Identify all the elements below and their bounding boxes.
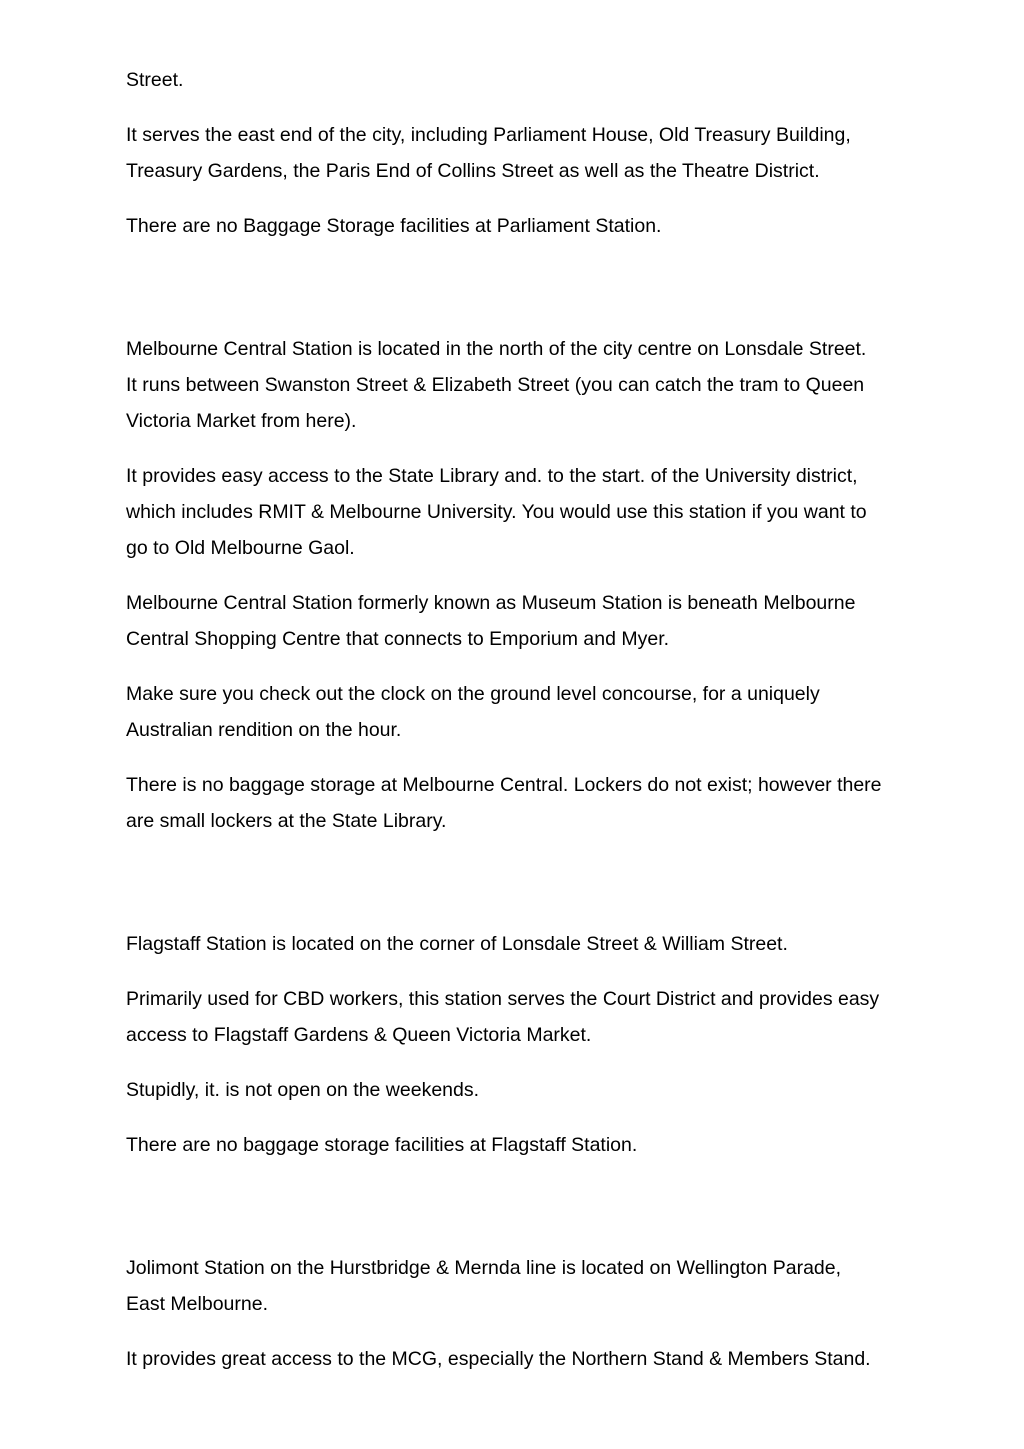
text-line: There are no baggage storage facilities at Flagstaff Station.	[126, 1134, 638, 1156]
paragraph	[126, 767, 946, 839]
text-line: It provides great access to the MCG, especially the Northern Stand & Members Stand.	[126, 1348, 871, 1370]
text-line: Central Shopping Centre that connects to Emporium and Myer.	[126, 628, 670, 650]
text-line: Make sure you check out the clock on the ground level concourse, for a uniquely	[126, 683, 820, 705]
section-jolimont-station	[126, 1250, 946, 1377]
text-line: access to Flagstaff Gardens & Queen Victoria Market.	[126, 1024, 592, 1046]
paragraph	[126, 331, 946, 439]
text-line: Street.	[126, 69, 184, 91]
paragraph	[126, 458, 946, 566]
text-line: Stupidly, it. is not open on the weekends.	[126, 1079, 480, 1101]
paragraph	[126, 117, 946, 189]
section-parliament-station	[126, 62, 946, 244]
text-line: Melbourne Central Station is located in the north of the city centre on Lonsdale Street.	[126, 338, 867, 360]
text-line: Flagstaff Station is located on the corner of Lonsdale Street & William Street.	[126, 933, 788, 955]
section-melbourne-central-station	[126, 331, 946, 839]
text-line: which includes RMIT & Melbourne University. You would use this station if you want to	[126, 501, 867, 523]
paragraph	[126, 62, 946, 98]
text-line: Australian rendition on the hour.	[126, 719, 402, 741]
text-line: Primarily used for CBD workers, this station serves the Court District and provides easy	[126, 988, 880, 1010]
section-flagstaff-station	[126, 926, 946, 1163]
paragraph	[126, 676, 946, 748]
section-spacer	[126, 858, 946, 926]
text-line: It runs between Swanston Street & Elizabeth Street (you can catch the tram to Queen	[126, 374, 865, 396]
paragraph	[126, 1072, 946, 1108]
paragraph	[126, 585, 946, 657]
text-line: It serves the east end of the city, including Parliament House, Old Treasury Building,	[126, 124, 851, 146]
document-page	[126, 62, 946, 1396]
paragraph	[126, 1250, 946, 1322]
section-spacer	[126, 1182, 946, 1250]
text-line: There is no baggage storage at Melbourne Central. Lockers do not exist; however there	[126, 774, 882, 796]
section-spacer	[126, 263, 946, 331]
text-line: Victoria Market from here).	[126, 410, 357, 432]
paragraph	[126, 926, 946, 962]
text-line: It provides easy access to the State Library and. to the start. of the University district,	[126, 465, 858, 487]
text-line: are small lockers at the State Library.	[126, 810, 447, 832]
text-line: There are no Baggage Storage facilities at Parliament Station.	[126, 215, 662, 237]
paragraph	[126, 208, 946, 244]
paragraph	[126, 1127, 946, 1163]
text-line: go to Old Melbourne Gaol.	[126, 537, 355, 559]
paragraph	[126, 981, 946, 1053]
text-line: East Melbourne.	[126, 1293, 268, 1315]
text-line: Treasury Gardens, the Paris End of Collins Street as well as the Theatre District.	[126, 160, 820, 182]
paragraph	[126, 1341, 946, 1377]
text-line: Melbourne Central Station formerly known as Museum Station is beneath Melbourne	[126, 592, 856, 614]
text-line: Jolimont Station on the Hurstbridge & Mernda line is located on Wellington Parade,	[126, 1257, 842, 1279]
